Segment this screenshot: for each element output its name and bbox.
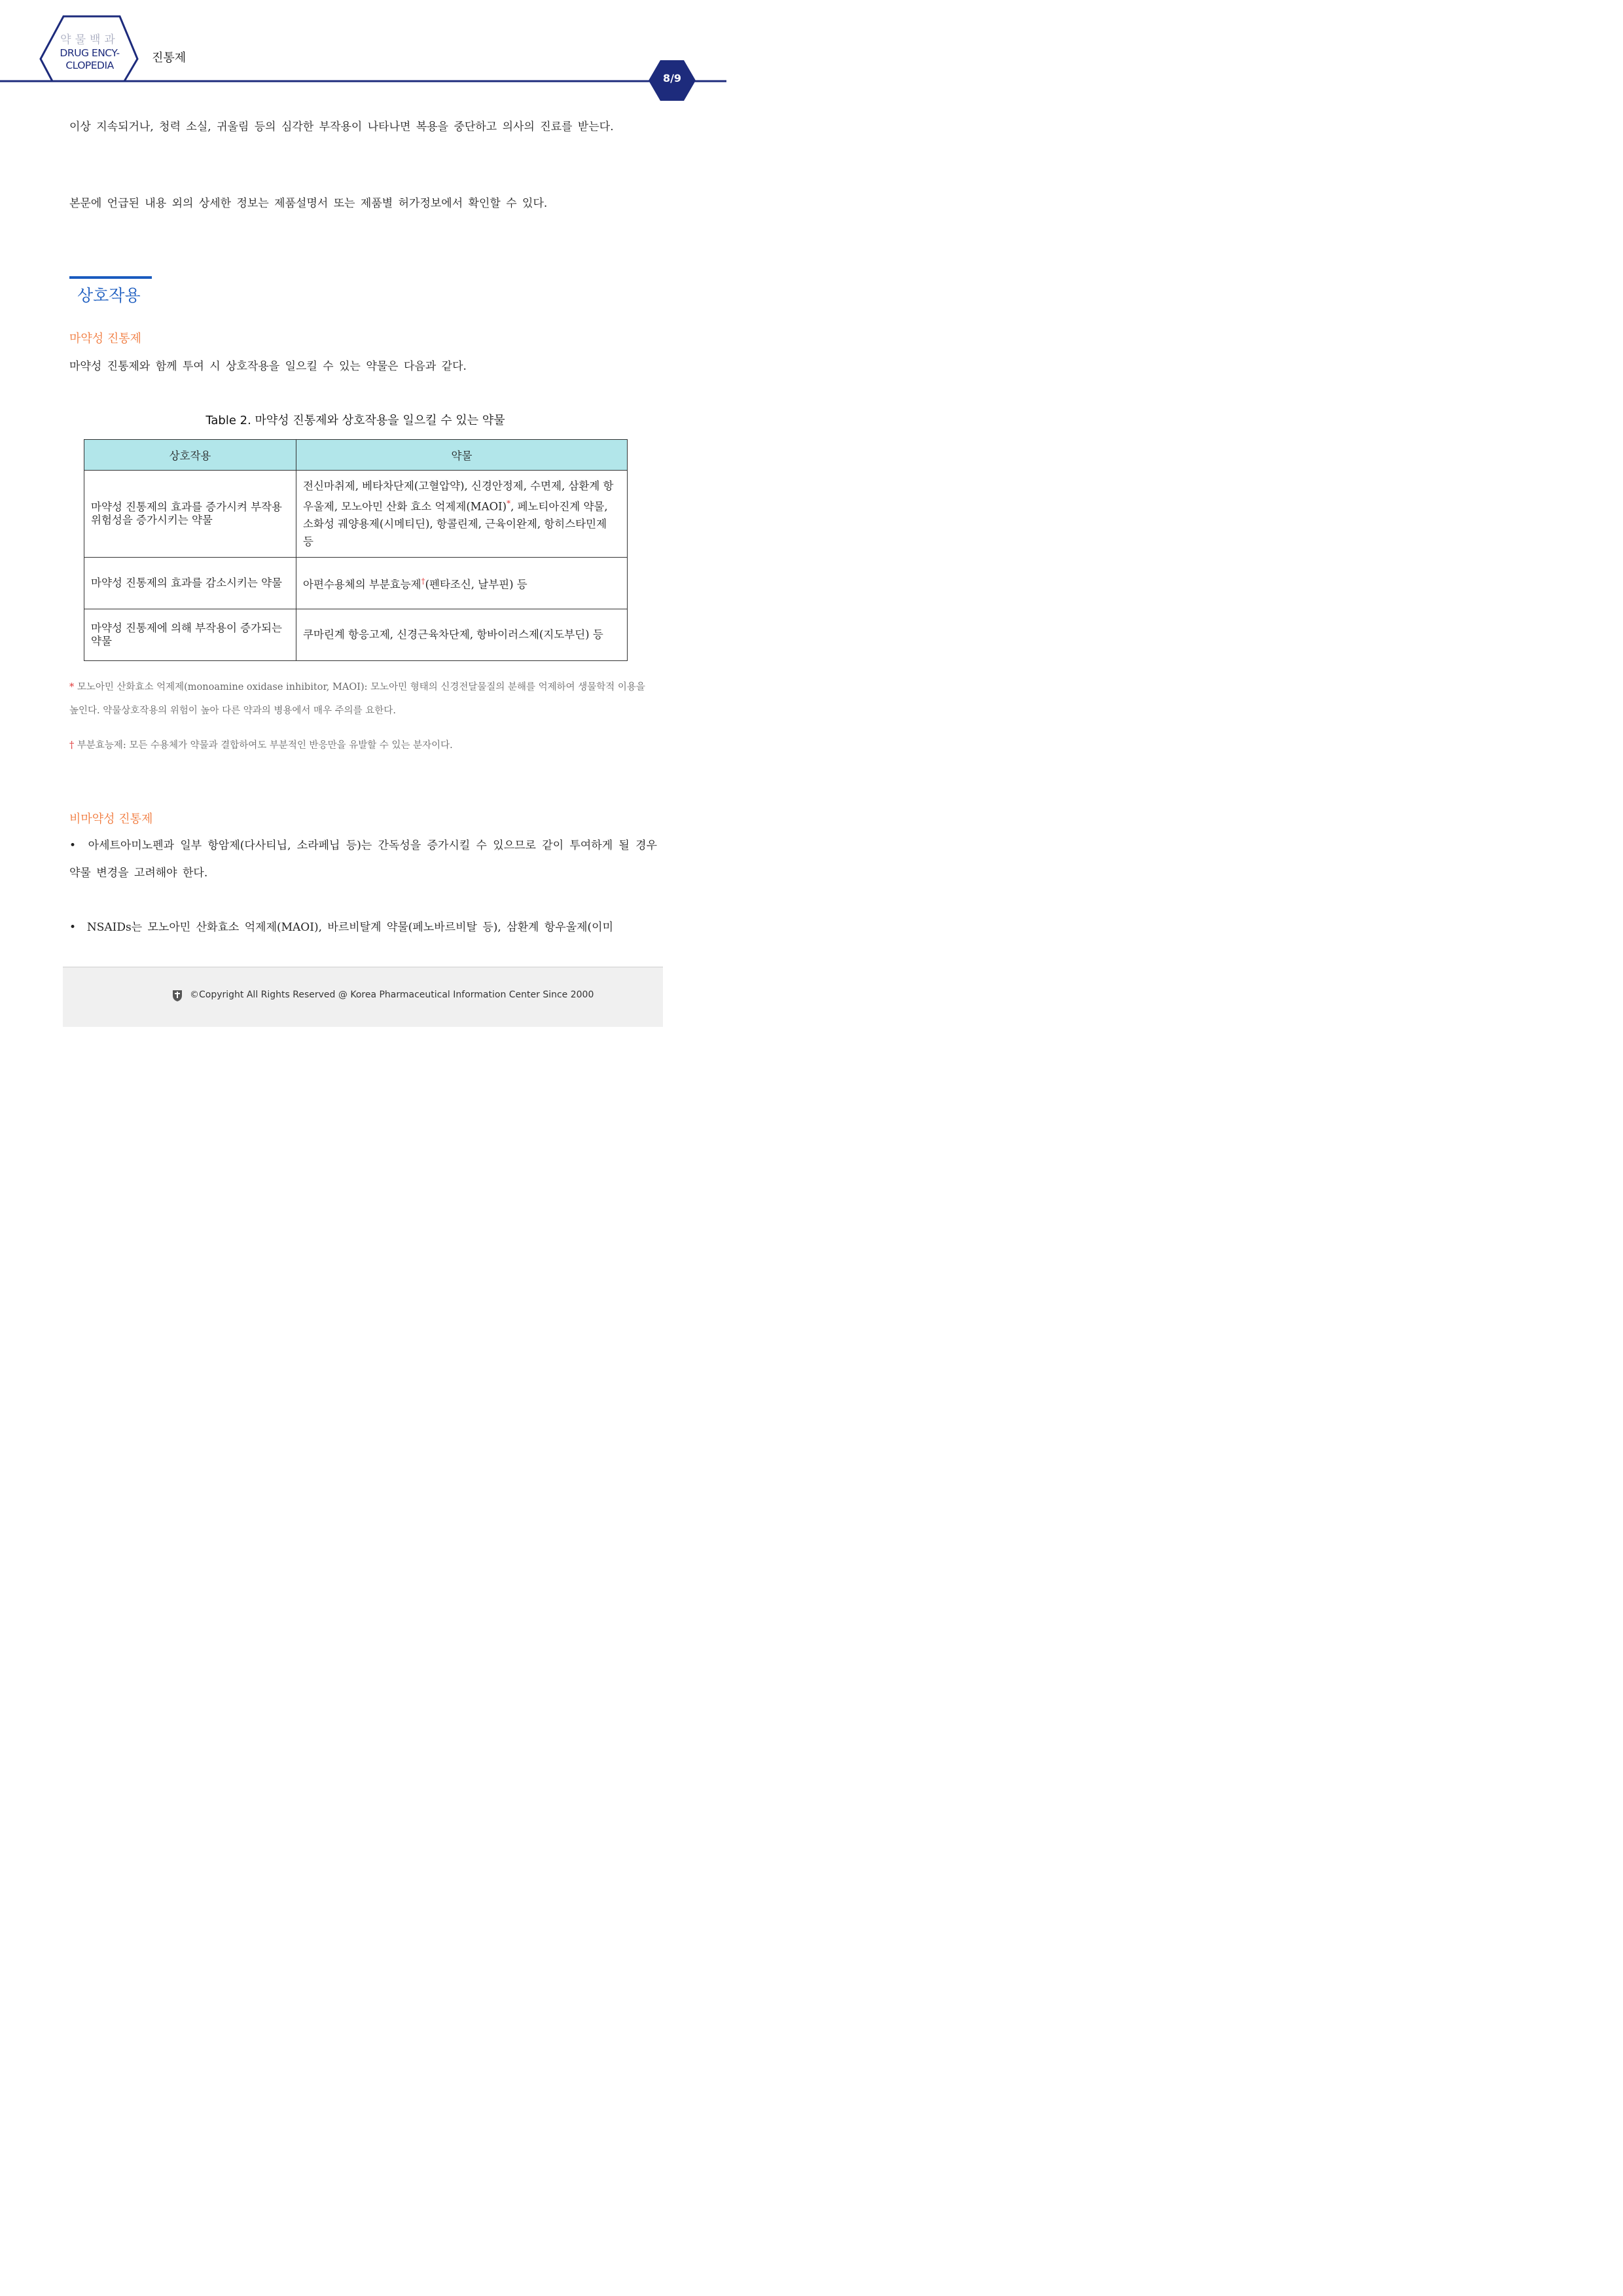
table-row [84, 609, 628, 661]
page-indicator: 8/9 [662, 72, 682, 84]
paragraph-more-info: 본문에 언급된 내용 외의 상세한 정보는 제품설명서 또는 제품별 허가정보에서 확인할 수 있다. [69, 197, 548, 210]
logo-korean-text: 약물백과 [60, 33, 119, 46]
logo-english-line2: CLOPEDIA [65, 60, 114, 71]
logo-english-line1: DRUG ENCY- [60, 47, 120, 59]
bullet-text: NSAIDs는 모노아민 산화효소 억제제(MAOI), 바르비탈계 약물(페노바르비탈 등), 삼환계 항우울제(이미 [86, 921, 614, 934]
paragraph-side-effects: 이상 지속되거나, 청력 소실, 귀울림 등의 심각한 부작용이 나타나면 복용을 중단하고 의사의 진료를 받는다. [69, 120, 614, 134]
footnote-symbol: † [69, 740, 75, 751]
table-cell-interaction: 마약성 진통제의 효과를 감소시키는 약물 [84, 558, 296, 609]
table-header-interaction: 상호작용 [84, 440, 296, 471]
drugs-text-cont: (펜타조신, 날부핀) 등 [425, 578, 527, 591]
footnote-partial-agonist [69, 734, 657, 757]
footnote-mark: † [421, 577, 425, 586]
table-cell-interaction: 마약성 진통제에 의해 부작용이 증가되는 약물 [84, 609, 296, 661]
table-caption: Table 2. 마약성 진통제와 상호작용을 일으킬 수 있는 약물 [205, 414, 505, 427]
subheading-opioid: 마약성 진통제 [69, 332, 142, 346]
bullet-item [69, 832, 657, 887]
footnote-text: 부분효능제: 모든 수용체가 약물과 결합하여도 부분적인 반응만을 유발할 수 있는 분자이다. [77, 740, 453, 751]
bullet-item [69, 914, 657, 941]
table-row [84, 471, 628, 558]
table-header-drugs: 약물 [296, 440, 628, 471]
footnote-text: 모노아민 산화효소 억제제(monoamine oxidase inhibitor, MAOI): 모노아민 형태의 신경전달물질의 분해를 억제하여 생물학적 이용을 높인다. 약물상호작용의 위험이 높아 다른 약과의 병용에서 매우 주의를 요한다. [69, 682, 645, 716]
table-cell-interaction: 마약성 진통제의 효과를 증가시켜 부작용 위험성을 증가시키는 약물 [84, 471, 296, 558]
section-rule [69, 276, 152, 279]
interaction-table [84, 439, 628, 661]
crest-icon [171, 989, 183, 1002]
paragraph-intro: 마약성 진통제와 함께 투여 시 상호작용을 일으킬 수 있는 약물은 다음과 같다. [69, 360, 467, 373]
footnote-symbol: * [69, 682, 75, 692]
bullet-icon: • [69, 839, 77, 852]
table-cell-drugs [296, 558, 628, 609]
drugs-text-cont: , 페노티아진계 약물, 소화성 궤양용제(시메티딘), 항콜린제, 근육이완제, 항히스타민제 등 [303, 500, 608, 548]
table-cell-drugs [296, 609, 628, 661]
bullet-text: 아세트아미노펜과 일부 항암제(다사티닙, 소라페닙 등)는 간독성을 증가시킬 수 있으므로 같이 투여하게 될 경우 약물 변경을 고려해야 한다. [69, 839, 657, 880]
drugs-text: 쿠마린계 항응고제, 신경근육차단제, 항바이러스제(지도부딘) 등 [303, 628, 603, 641]
drugs-text: 아편수용체의 부분효능제 [303, 578, 421, 591]
drugs-text: 전신마취제, 베타차단제(고혈압약), 신경안정제, 수면제, 삼환계 항우울제, 모노아민 산화 효소 억제제(MAOI) [303, 479, 614, 513]
document-title: 진통제 [152, 51, 187, 65]
bullet-icon: • [69, 921, 77, 934]
footnote-mark: * [507, 498, 511, 508]
footnote-maoi [69, 675, 657, 723]
table-header-row [84, 440, 628, 471]
copyright-text: ©Copyright All Rights Reserved @ Korea Pharmaceutical Information Center Since 2000 [190, 990, 594, 1000]
table-cell-drugs [296, 471, 628, 558]
table-row [84, 558, 628, 609]
subheading-non-opioid: 비마약성 진통제 [69, 812, 153, 826]
section-heading: 상호작용 [77, 286, 141, 305]
